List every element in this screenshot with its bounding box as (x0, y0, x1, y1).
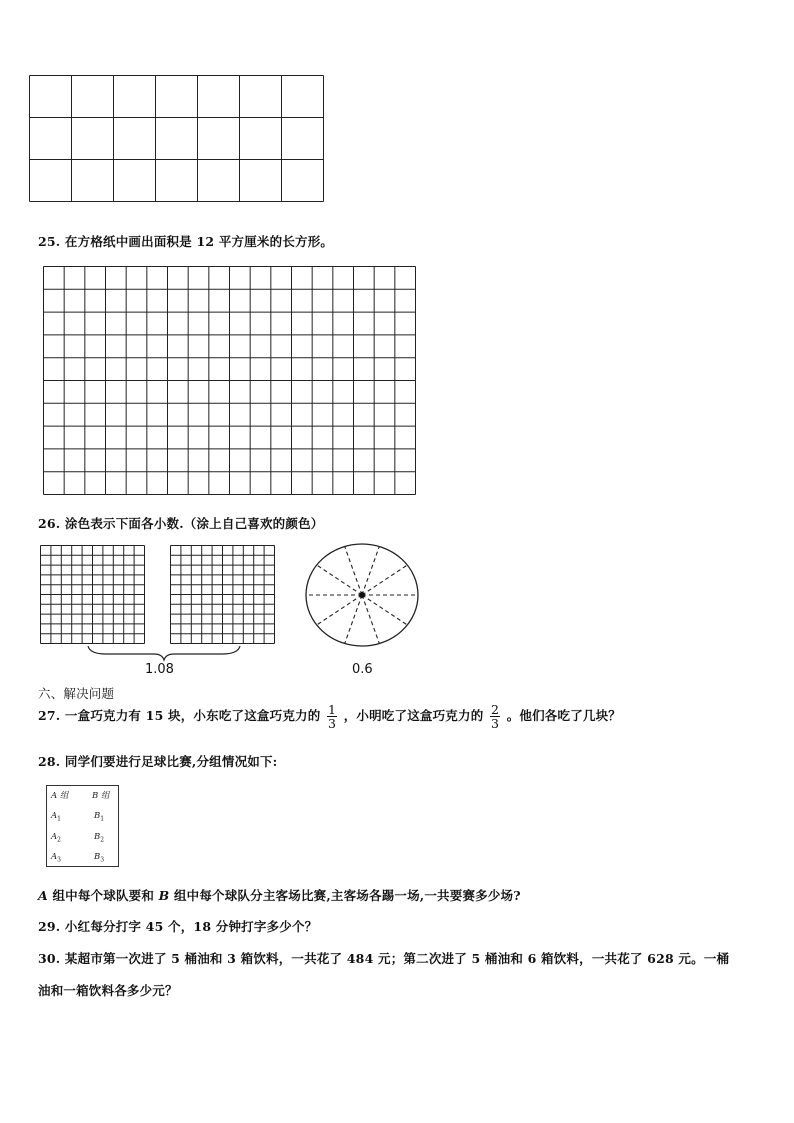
divided-circle (305, 543, 425, 653)
question-text-b: ，小明吃了这盒巧克力的 (343, 708, 484, 723)
question-28 (38, 752, 278, 770)
hundred-grid-left (40, 545, 146, 645)
question-number: 27. (38, 708, 61, 723)
grids-brace (86, 644, 246, 664)
circle-dashed-radius (317, 565, 362, 595)
question-number: 30. (38, 951, 61, 966)
circle-center-dot (359, 592, 365, 598)
question-text-c: 。他们各吃了几块？ (506, 708, 621, 723)
team-b1: $B_1$ (94, 811, 105, 823)
question-29 (38, 917, 317, 935)
circle-dashed-radius (362, 565, 407, 595)
graph-paper-grid (43, 266, 417, 496)
top-answer-grid (29, 75, 325, 203)
fraction-one-third (327, 703, 337, 730)
question-text: 在方格纸中画出面积是 12 平方厘米的长方形。 (64, 234, 334, 249)
question-number: 25. (38, 234, 61, 249)
hundred-grid-right (170, 545, 276, 645)
circle-dashed-radius (362, 595, 379, 644)
question-number: 29. (38, 919, 61, 934)
group-table (46, 785, 119, 867)
fraction-denominator: 3 (490, 716, 500, 731)
question-text: 涂色表示下面各小数.（涂上自己喜欢的颜色） (64, 516, 324, 531)
circle-dashed-radius (345, 595, 362, 644)
question-26 (38, 514, 323, 532)
fraction-denominator: 3 (327, 716, 337, 731)
circle-decimal-label: 0.6 (352, 662, 373, 677)
team-a1: $A_1$ (51, 811, 61, 823)
question-30 (38, 949, 729, 967)
question-30-line2: 油和一箱饮料各多少元？ (38, 983, 178, 998)
question-text: 小红每分打字 45 个，18 分钟打字多少个？ (64, 919, 318, 934)
team-a3: $A_3$ (51, 852, 61, 864)
team-a2: $A_2$ (51, 832, 61, 844)
circle-dashed-radius (362, 546, 379, 595)
fraction-numerator: 2 (490, 702, 500, 717)
fraction-numerator: 1 (327, 702, 337, 717)
fraction-two-thirds (490, 703, 500, 730)
circle-dashed-radius (345, 546, 362, 595)
section-title: 六、解决问题 (38, 686, 115, 701)
team-b2: $B_2$ (94, 832, 105, 844)
question-27 (38, 703, 621, 730)
team-b3: $B_3$ (94, 852, 105, 864)
question-text-line1: 某超市第一次进了 5 桶油和 3 箱饮料，一共花了 484 元；第二次进了 5 桶油和 6 箱饮料，一共花了 628 元。一桶 (64, 951, 730, 966)
grids-decimal-label: 1.08 (145, 662, 174, 677)
question-number: 26. (38, 516, 61, 531)
brace-path (88, 646, 240, 660)
question-text: 同学们要进行足球比赛,分组情况如下: (64, 754, 278, 769)
group-b-header: B 组 (92, 791, 110, 801)
circle-dashed-radius (362, 595, 407, 625)
circle-dashed-radius (317, 595, 362, 625)
question-28-followup: A 组中每个球队要和 B 组中每个球队分主客场比赛,主客场各踢一场,一共要赛多少场? (38, 888, 521, 903)
question-number: 28. (38, 754, 61, 769)
question-text-a: 一盒巧克力有 15 块，小东吃了这盒巧克力的 (64, 708, 321, 723)
group-a-header: A 组 (51, 791, 69, 801)
question-25 (38, 232, 333, 250)
